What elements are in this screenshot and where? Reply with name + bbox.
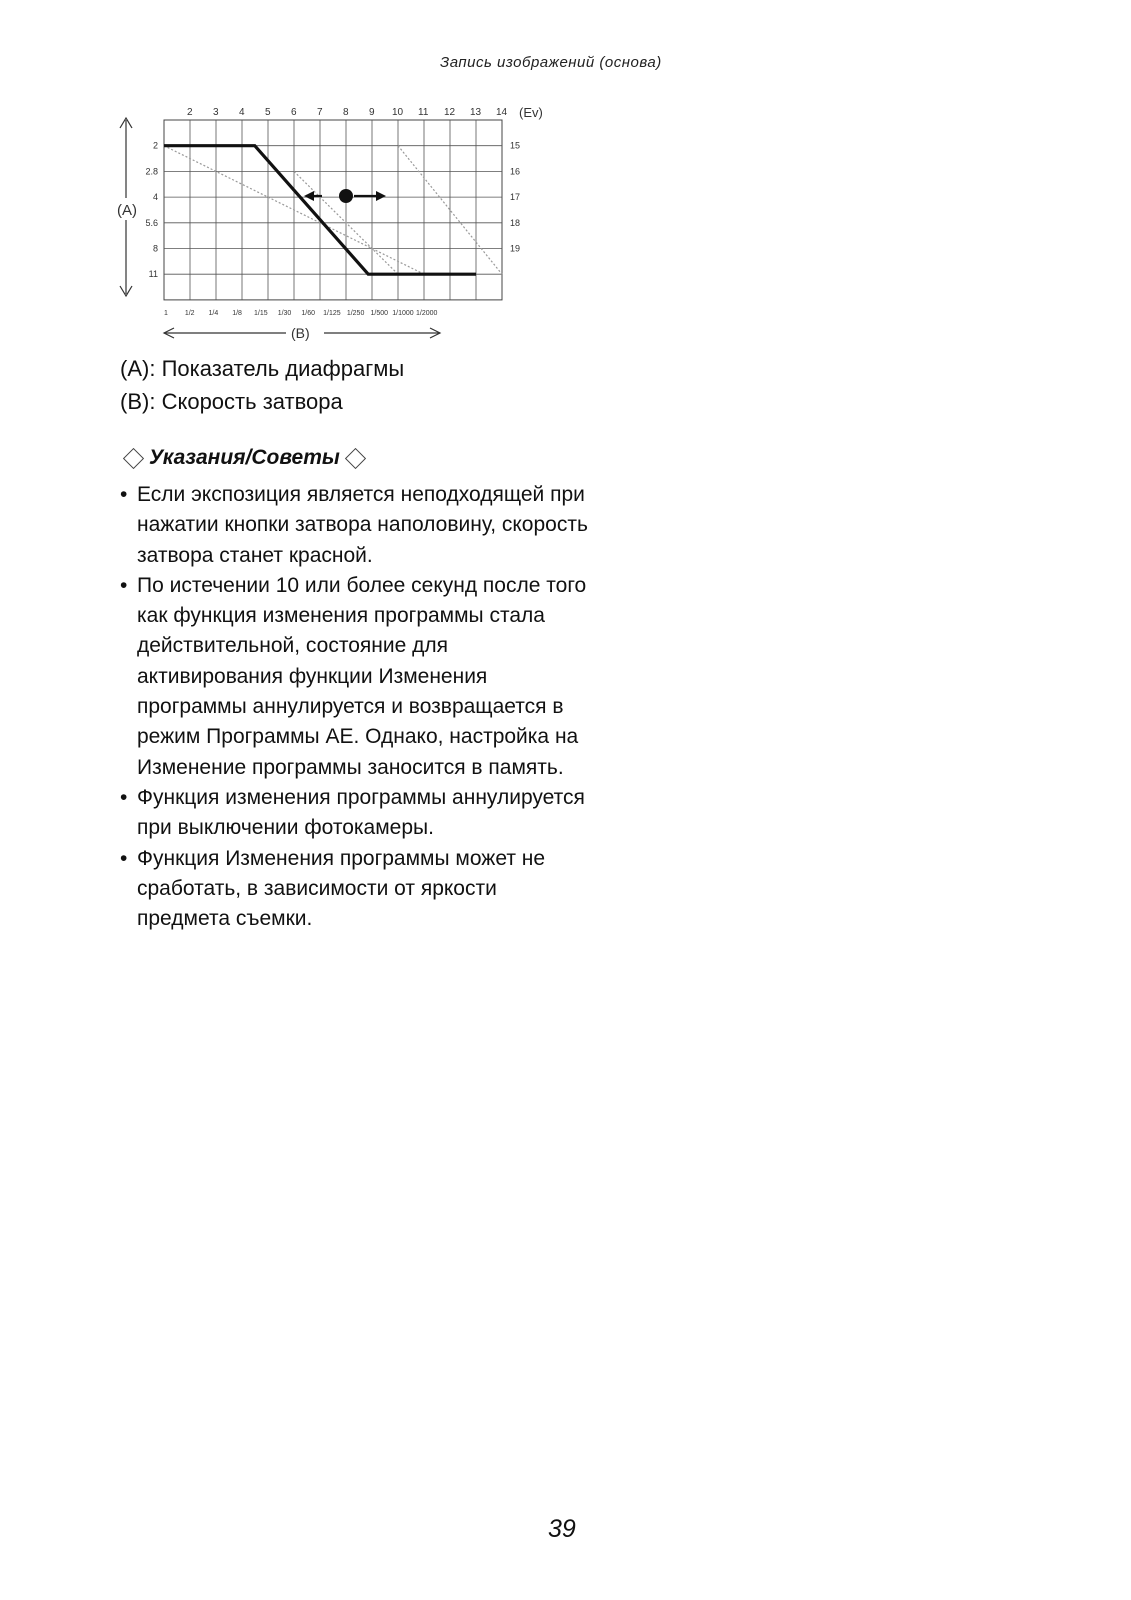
ev-tick-label: 3	[213, 107, 219, 118]
legend-row-aperture	[120, 352, 404, 385]
ev-tick-label: 4	[239, 107, 245, 118]
tip-item: • Функция изменения программы аннулируется при выключении фотокамеры.	[120, 783, 590, 844]
aperture-tick-label: 4	[152, 192, 158, 203]
legend-text: Скорость затвора	[161, 389, 343, 414]
shutter-tick-label: 1/125	[323, 309, 341, 317]
section-header: Запись изображений (основа)	[440, 54, 662, 71]
shutter-tick-label: 1/2000	[415, 309, 438, 317]
ev-tick-label: 14	[496, 107, 508, 118]
shutter-axis-label: (B)	[291, 325, 310, 341]
legend-key: (B):	[120, 389, 156, 414]
shutter-tick-label: 1/4	[208, 309, 219, 317]
shutter-tick-label: 1/250	[346, 309, 365, 317]
shift-arrow-right-head	[376, 191, 386, 201]
aperture-tick-label: 2.8	[145, 166, 158, 177]
shift-arrow-left-head	[304, 191, 314, 201]
ev-tick-label: 7	[317, 107, 323, 118]
ev-tick-label: 9	[369, 107, 375, 118]
diamond-icon	[345, 447, 366, 468]
shutter-tick-label: 1/60	[301, 309, 316, 317]
ev-right-tick-label: 19	[510, 243, 521, 254]
ev-unit-label: (Ev)	[519, 105, 543, 120]
ev-tick-label: 6	[291, 107, 297, 118]
ev-right-tick-label: 18	[510, 217, 521, 228]
aperture-tick-label: 8	[152, 243, 158, 254]
ev-tick-label: 2	[187, 107, 193, 118]
chart-legend	[120, 352, 404, 418]
tips-title-text: Указания/Советы	[149, 446, 340, 469]
ev-tick-label: 5	[265, 107, 271, 118]
shutter-tick-label: 1/1000	[392, 309, 414, 317]
legend-row-shutter	[120, 385, 404, 418]
ev-tick-label: 10	[392, 107, 404, 118]
aperture-tick-label: 11	[148, 269, 158, 280]
tips-list	[120, 480, 590, 934]
page-number: 39	[548, 1515, 576, 1543]
shutter-tick-label: 1/8	[232, 309, 242, 317]
ev-tick-label: 12	[444, 107, 456, 118]
shutter-tick-label: 1/30	[277, 309, 292, 317]
shutter-tick-label: 1/2	[184, 309, 195, 317]
ev-right-tick-label: 15	[510, 140, 521, 151]
ev-tick-label: 13	[470, 107, 482, 118]
aperture-tick-label: 5.6	[145, 217, 158, 228]
shift-point	[339, 189, 353, 203]
tip-item: • Если экспозиция является неподходящей при нажатии кнопки затвора наполовину, скорость затвора станет красной.	[120, 480, 590, 571]
shutter-tick-label: 1/15	[253, 309, 268, 317]
shutter-tick-label: 1/500	[370, 309, 389, 317]
legend-key: (A):	[120, 356, 156, 381]
tip-item: • Функция Изменения программы может не сработать, в зависимости от яркости предмета съемки.	[120, 844, 590, 935]
ev-tick-label: 11	[418, 107, 429, 118]
legend-text: Показатель диафрагмы	[161, 356, 405, 381]
aperture-tick-labels	[145, 141, 158, 280]
diamond-icon	[123, 447, 144, 468]
ev-right-tick-label: 16	[510, 166, 521, 177]
aperture-tick-label: 2	[152, 140, 158, 151]
shutter-tick-label: 1	[164, 309, 168, 317]
program-shift-chart	[100, 100, 560, 350]
ev-diagonals	[164, 146, 502, 275]
aperture-axis-label: (A)	[117, 202, 137, 219]
ev-tick-labels	[187, 107, 508, 118]
ev-right-tick-labels	[510, 141, 520, 254]
shutter-tick-labels	[164, 310, 437, 317]
tip-item: • По истечении 10 или более секунд после того как функция изменения программы стала действительной, состояние для активирования функции Изменения программы аннулируется и возвращается в режим Программы AE. Однако, настройка на Изменение программы заносится в память.	[120, 571, 590, 783]
ev-tick-label: 8	[343, 107, 349, 118]
program-shift-indicator	[304, 189, 386, 203]
ev-right-tick-label: 17	[510, 192, 521, 203]
tips-heading	[120, 446, 369, 470]
